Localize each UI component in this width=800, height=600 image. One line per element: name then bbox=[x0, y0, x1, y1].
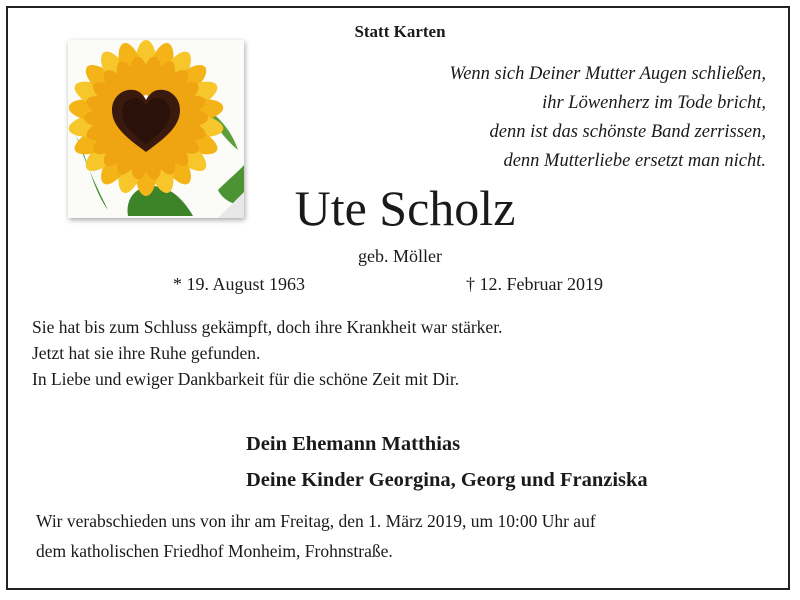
text-line: Jetzt hat sie ihre Ruhe gefunden. bbox=[32, 343, 261, 363]
funeral-line: dem katholischen Friedhof Monheim, Frohnstraße. bbox=[36, 541, 393, 561]
header-statt-karten: Statt Karten bbox=[354, 22, 446, 41]
sunflower-icon bbox=[68, 40, 244, 218]
poem-line: ihr Löwenherz im Tode bricht, bbox=[542, 93, 766, 113]
death-date: † 12. Februar 2019 bbox=[466, 274, 603, 294]
poem bbox=[336, 60, 766, 176]
signature-line: Deine Kinder Georgina, Georg und Franziska bbox=[246, 469, 648, 491]
deceased-name: Ute Scholz bbox=[294, 180, 516, 236]
poem-line: denn ist das schönste Band zerrissen, bbox=[489, 122, 766, 142]
poem-line: Wenn sich Deiner Mutter Augen schließen, bbox=[449, 64, 766, 84]
funeral-notice bbox=[36, 506, 596, 566]
sunflower-heart-image bbox=[68, 40, 244, 218]
signature-line: Dein Ehemann Matthias bbox=[246, 433, 461, 455]
text-line: In Liebe und ewiger Dankbarkeit für die schöne Zeit mit Dir. bbox=[32, 369, 460, 389]
poem-line: denn Mutterliebe ersetzt man nicht. bbox=[503, 151, 766, 171]
text-line: Sie hat bis zum Schluss gekämpft, doch ihre Krankheit war stärker. bbox=[32, 317, 503, 337]
obituary-text bbox=[32, 314, 502, 392]
funeral-line: Wir verabschieden uns von ihr am Freitag, den 1. März 2019, um 10:00 Uhr auf bbox=[36, 511, 596, 531]
signatures bbox=[246, 426, 648, 498]
birth-date: * 19. August 1963 bbox=[173, 274, 306, 294]
birth-name: geb. Möller bbox=[358, 246, 442, 266]
